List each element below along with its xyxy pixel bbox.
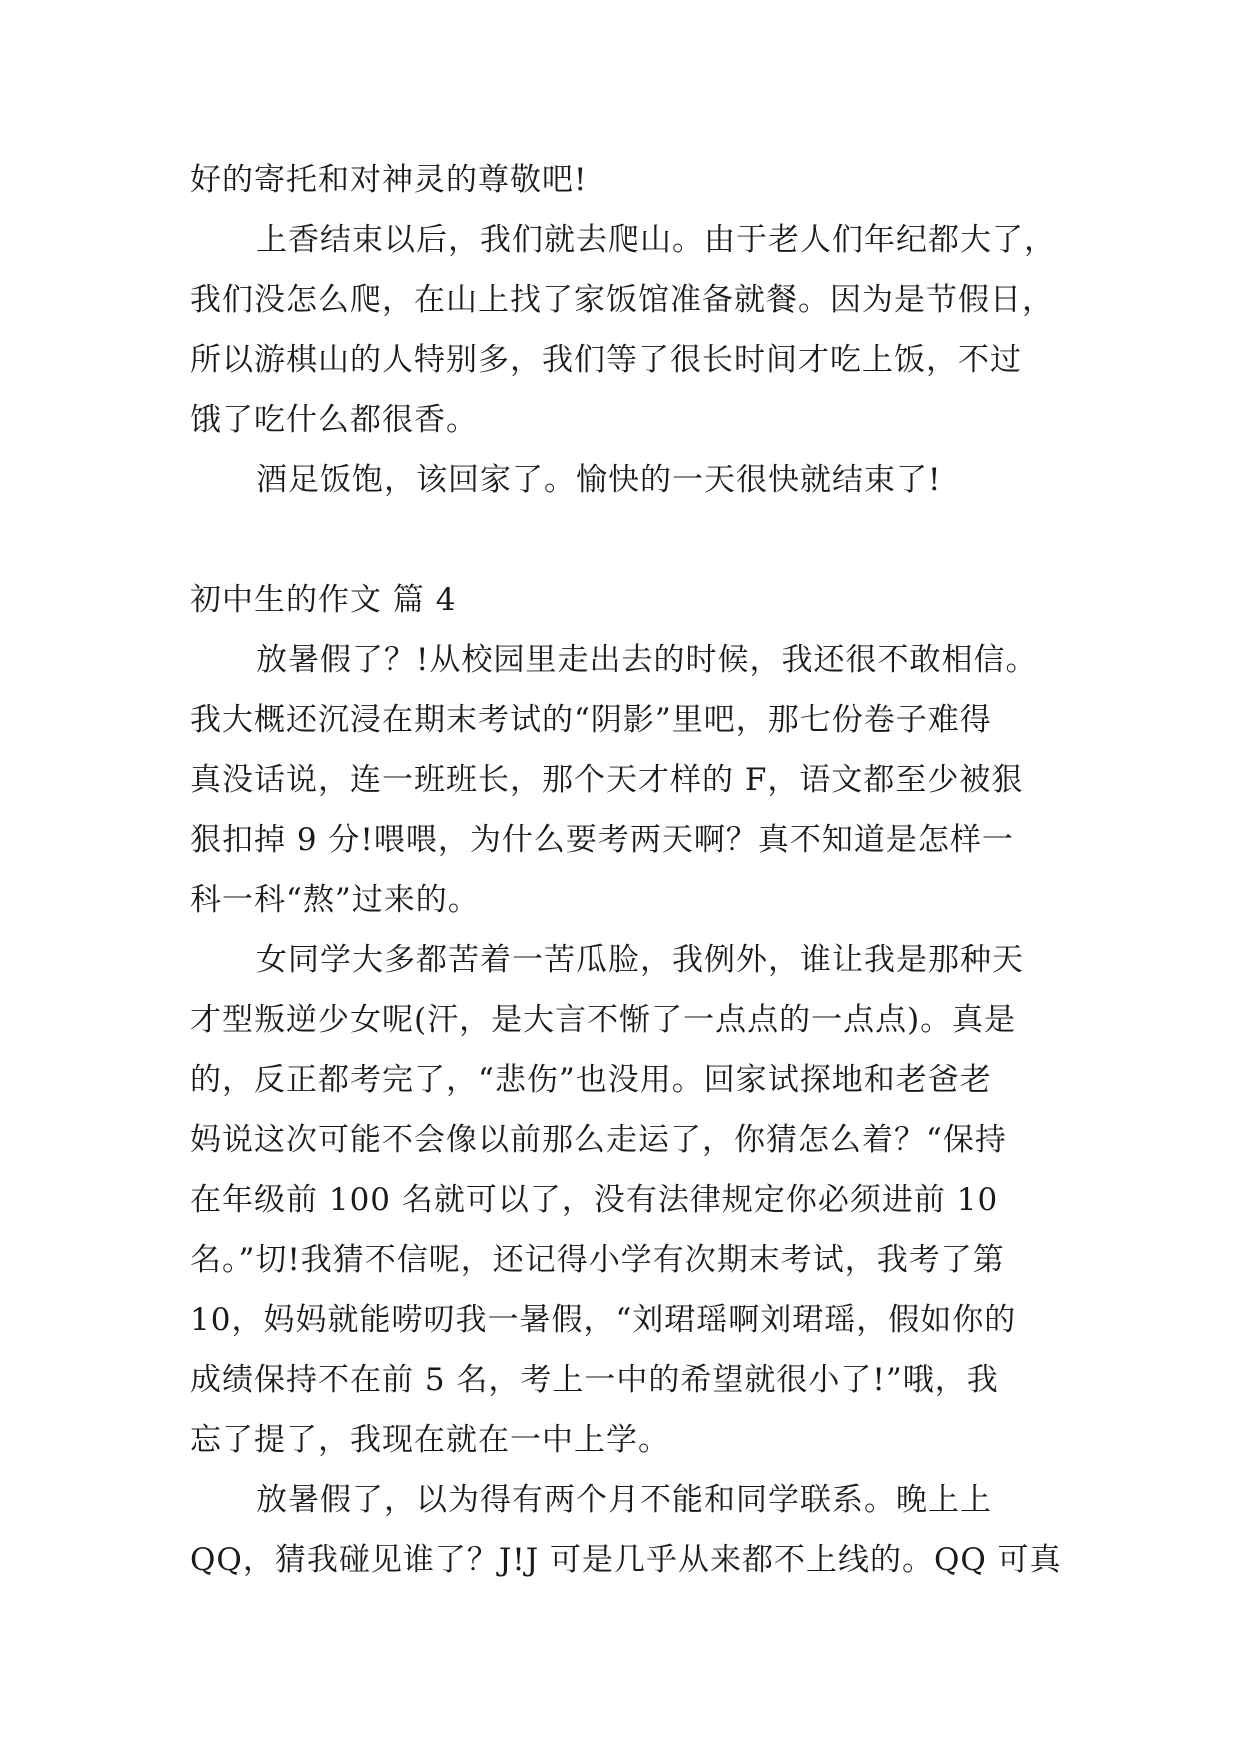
section-gap (190, 510, 1060, 570)
paragraph-start-line: 上香结束以后，我们就去爬山。由于老人们年纪都大了， (256, 222, 1056, 258)
text-line: 名。”切!我猜不信呢，还记得小学有次期末考试，我考了第 (190, 1242, 1005, 1278)
text-line: 在年级前 100 名就可以了，没有法律规定你必须进前 10 (190, 1182, 999, 1218)
text-line: 我们没怎么爬，在山上找了家饭馆准备就餐。因为是节假日， (190, 282, 1054, 318)
paragraph-start-line: 放暑假了？!从校园里走出去的时候，我还很不敢相信。 (256, 642, 1038, 678)
section-heading: 初中生的作文 篇 4 (190, 582, 457, 618)
text-line: 所以游棋山的人特别多，我们等了很长时间才吃上饭，不过 (190, 342, 1022, 378)
text-line: 狠扣掉 9 分!喂喂，为什么要考两天啊？真不知道是怎样一 (190, 822, 1014, 858)
text-line: QQ，猜我碰见谁了？J!J 可是几乎从来都不上线的。QQ 可真 (190, 1542, 1062, 1578)
text-line: 忘了提了，我现在就在一中上学。 (190, 1422, 670, 1458)
text-line: 科一科“熬”过来的。 (190, 882, 480, 918)
text-line: 10，妈妈就能唠叨我一暑假，“刘珺瑶啊刘珺瑶，假如你的 (190, 1302, 1017, 1338)
document-body (190, 150, 1060, 1590)
paragraph-start-line: 女同学大多都苦着一苦瓜脸，我例外，谁让我是那种天 (256, 942, 1024, 978)
text-line: 好的寄托和对神灵的尊敬吧! (190, 162, 588, 198)
text-line: 真没话说，连一班班长，那个天才样的 F，语文都至少被狠 (190, 762, 1024, 798)
paragraph-start-line: 酒足饭饱，该回家了。愉快的一天很快就结束了! (256, 462, 942, 498)
paragraph-start-line: 放暑假了，以为得有两个月不能和同学联系。晚上上 (256, 1482, 992, 1518)
text-line: 成绩保持不在前 5 名，考上一中的希望就很小了!”哦，我 (190, 1362, 999, 1398)
text-line: 我大概还沉浸在期末考试的“阴影”里吧，那七份卷子难得 (190, 702, 992, 738)
text-line: 才型叛逆少女呢(汗，是大言不惭了一点点的一点点)。真是 (190, 1002, 1017, 1038)
text-line: 的，反正都考完了，“悲伤”也没用。回家试探地和老爸老 (190, 1062, 992, 1098)
text-line: 饿了吃什么都很香。 (190, 402, 478, 438)
text-line: 妈说这次可能不会像以前那么走运了，你猜怎么着？“保持 (190, 1122, 1007, 1158)
